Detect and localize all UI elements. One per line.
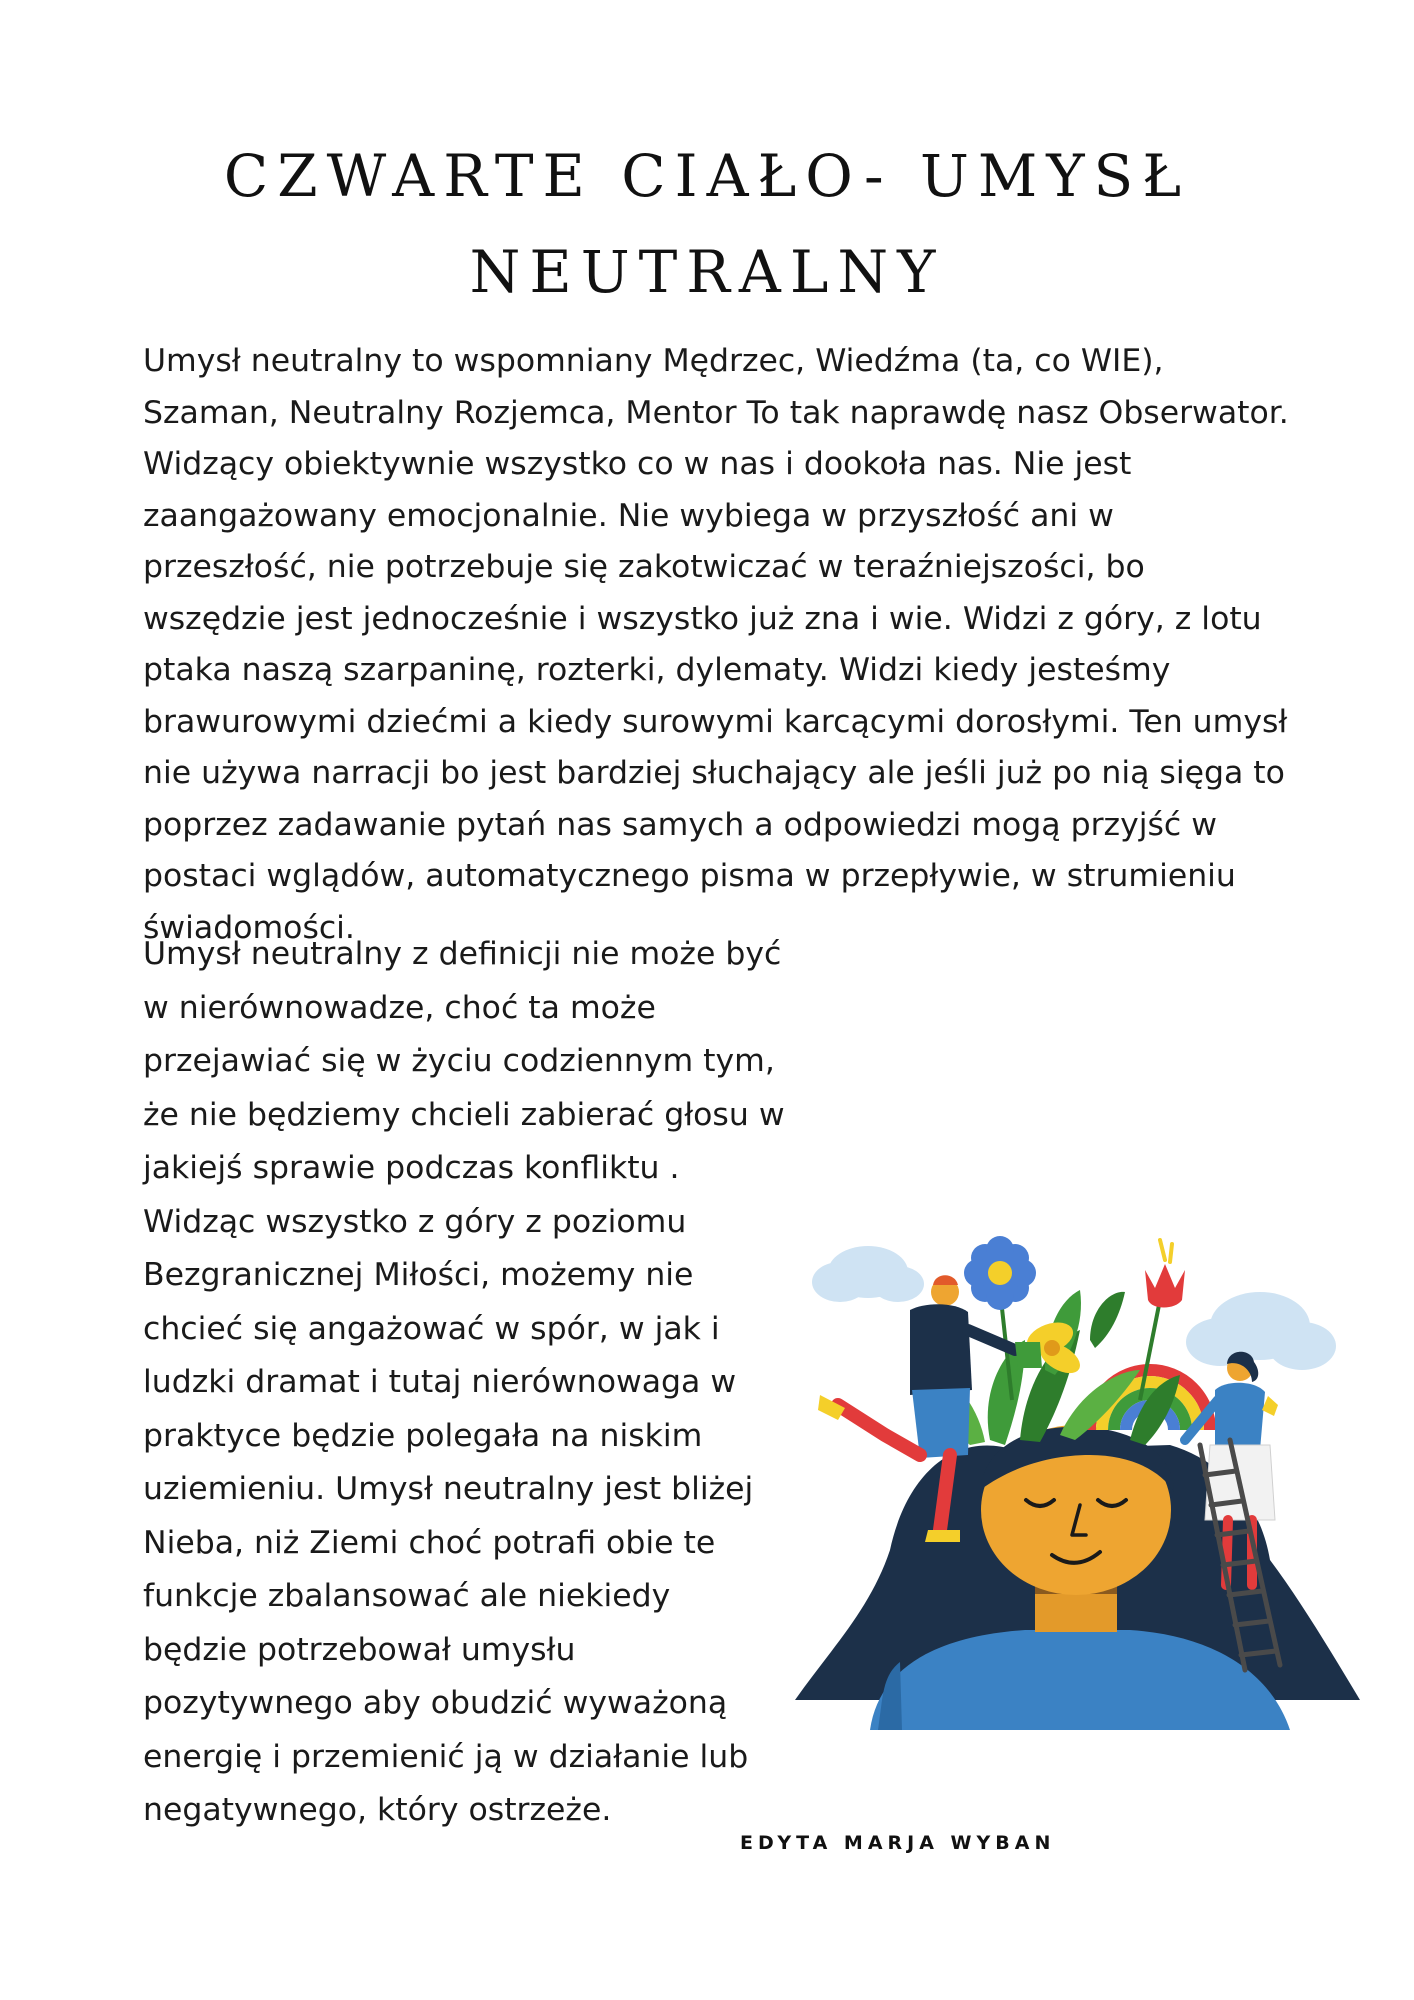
body-line: funkcje zbalansować ale niekiedy	[143, 1578, 671, 1614]
body-line: że nie będziemy chcieli zabierać głosu w	[143, 1096, 785, 1133]
intro-paragraph: Umysł neutralny to wspomniany Mędrzec, Wiedźma (ta, co WIE), Szaman, Neutralny Rozjemca, Mentor To tak naprawdę nasz Obserwator. Widzący obiektywnie wszystko co w nas i dookoła nas. Nie jest zaangażowany emocjonalnie. Nie wybiega w przyszłość ani w przeszłość, nie potrzebuje się zakotwiczać w teraźniejszości, bo wszędzie jest jednocześnie i wszystko już zna i wie. Widzi z góry, z lotu ptaka naszą szarpaninę, rozterki, dylematy. Widzi kiedy jesteśmy brawurowymi dziećmi a kiedy surowymi karcącymi dorosłymi. Ten umysł nie używa narracji bo jest bardziej słuchający ale jeśli już po nią sięga to poprzez zadawanie pytań nas samych a odpowiedzi mogą przyjść w postaci wglądów, automatycznego pisma w przepływie, w strumieniu świadomości.	[143, 343, 1289, 946]
title-line-2: NEUTRALNY	[469, 238, 945, 306]
body-line: Nieba, niż Ziemi choć potrafi obie te	[143, 1524, 716, 1561]
body-line: negatywnego, który ostrzeże.	[143, 1792, 612, 1828]
body-line: przejawiać się w życiu codziennym tym,	[143, 1043, 775, 1079]
page-title	[0, 128, 1414, 320]
body-line: praktyce będzie polegała na niskim	[143, 1417, 703, 1454]
body-line: jakiejś sprawie podczas konfliktu .	[143, 1150, 680, 1186]
woman-with-garden-head-icon	[790, 1230, 1360, 1730]
body-line: Umysł neutralny z definicji nie może być	[143, 936, 782, 972]
body-line: w nierównowadze, choć ta może	[143, 989, 656, 1026]
body-line: uziemieniu. Umysł neutralny jest bliżej	[143, 1471, 754, 1507]
title-line-1: CZWARTE CIAŁO- UMYSŁ	[223, 142, 1191, 210]
body-line: Bezgranicznej Miłości, możemy nie	[143, 1257, 694, 1293]
body-line: pozytywnego aby obudzić wyważoną	[143, 1685, 728, 1721]
body-line: będzie potrzebował umysłu	[143, 1631, 576, 1668]
body-line: Widząc wszystko z góry z poziomu	[143, 1203, 687, 1240]
author-name: EDYTA MARJA WYBAN	[740, 1832, 1056, 1854]
cloud-left-icon	[812, 1246, 924, 1302]
body-paragraph	[143, 928, 783, 1838]
cloud-right-icon	[1186, 1292, 1336, 1370]
body-line: energię i przemienić ją w działanie lub	[143, 1738, 749, 1775]
body-line: ludzki dramat i tutaj nierównowaga w	[143, 1364, 737, 1400]
body-line: chcieć się angażować w spór, w jak i	[143, 1310, 720, 1347]
